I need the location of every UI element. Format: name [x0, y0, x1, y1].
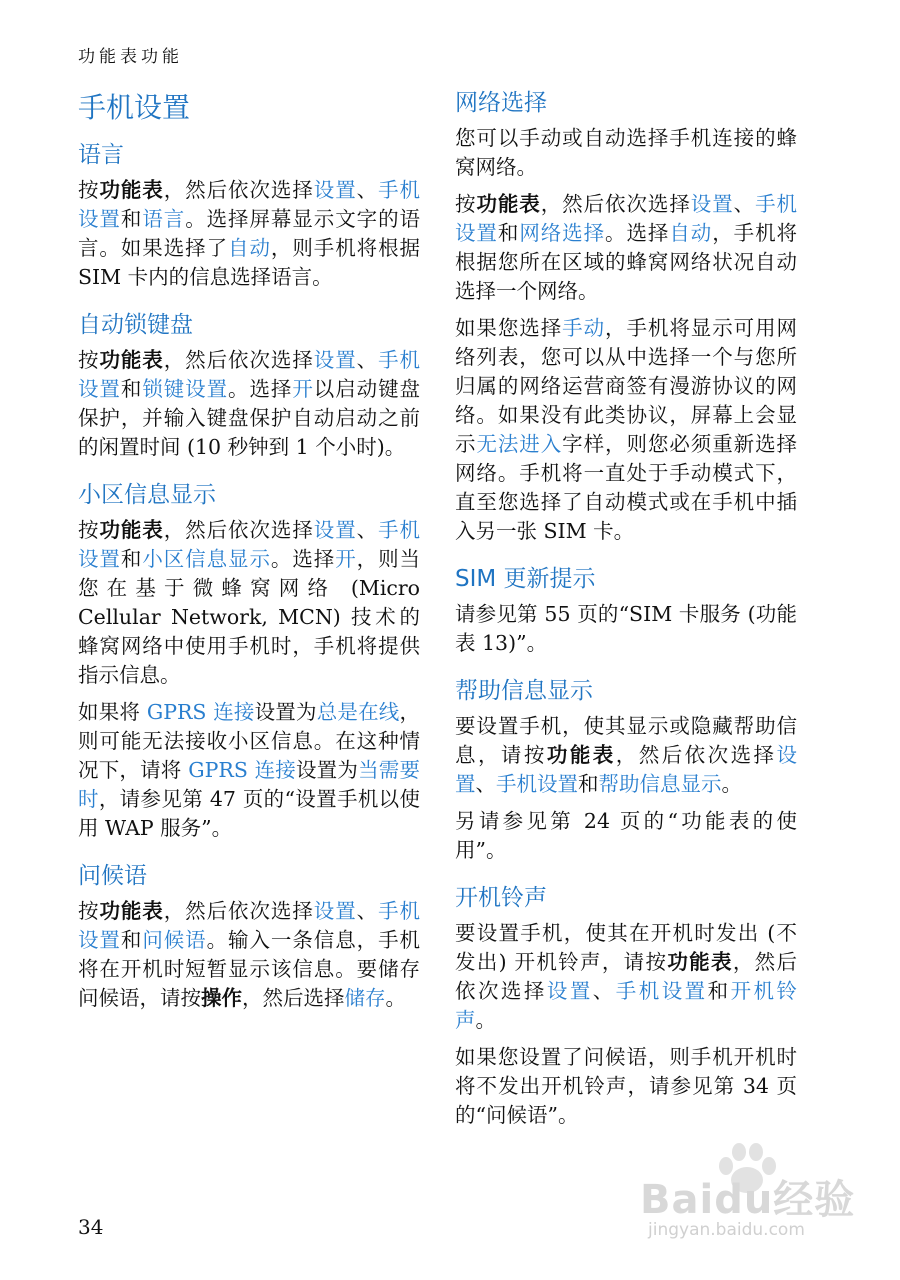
text-run: 。 — [385, 986, 406, 1010]
text-run: ，则手机将根据 SIM 卡内的信息选择语言。 — [78, 236, 421, 289]
text-run: 。选择 — [228, 377, 293, 401]
language-paragraph — [78, 176, 420, 292]
network-paragraph-1 — [455, 124, 797, 182]
text-run: 和 — [120, 207, 143, 231]
text-run: 、 — [356, 178, 379, 202]
menu-term: 设置 — [546, 979, 593, 1003]
section-title-help-text: 帮助信息显示 — [455, 678, 593, 704]
text-run: 按 — [78, 518, 100, 542]
text-run: ，然后依次选择 — [163, 178, 314, 202]
text-run: 。选择 — [605, 221, 670, 245]
menu-term: 锁键设置 — [142, 377, 229, 401]
text-run: 和 — [497, 221, 520, 245]
text-run: 字样，则您必须重新选择网络。手机将一直处于手动模式下，直至您选择了自动模式或在手机中插入另一张 SIM 卡。 — [455, 432, 798, 543]
menu-term: 语言 — [142, 207, 186, 231]
section-title-greeting: 问候语 — [78, 863, 147, 889]
startup-tone-paragraph-1 — [455, 919, 797, 1035]
text-run: 您可以手动或自动选择手机连接的蜂窝网络。 — [455, 126, 797, 179]
menu-term: 小区信息显示 — [142, 547, 271, 571]
section-title-network: 网络选择 — [455, 90, 547, 116]
watermark-logo-text: Baidu经验 — [640, 1177, 856, 1223]
help-text-paragraph-1 — [455, 712, 797, 799]
running-header: 功能表功能 — [78, 47, 183, 67]
menu-term: 设置 — [313, 348, 357, 372]
menu-term: 手机设置 — [455, 192, 798, 245]
key-term: 功能表 — [546, 743, 616, 767]
cell-info-paragraph-2 — [78, 698, 420, 843]
menu-term: 开机铃声 — [455, 979, 798, 1032]
text-run: ，然后依次选择 — [163, 899, 314, 923]
text-run: 和 — [707, 979, 731, 1003]
menu-term: 网络选择 — [519, 221, 606, 245]
text-run: 如果将 — [78, 700, 147, 724]
text-run: 要设置手机，使其在开机时发出 (不发出) 开机铃声，请按 — [455, 921, 797, 974]
text-run: ，则当您在基于微蜂窝网络 (Micro Cellular Network, MCN) 技术的蜂窝网络中使用手机时，手机将提供指示信息。 — [78, 547, 421, 687]
menu-term: GPRS 连接 — [146, 700, 255, 724]
text-run: 按 — [78, 178, 100, 202]
text-run: 和 — [120, 928, 143, 952]
text-run: 。选择屏幕显示文字的语言。如果选择了 — [78, 207, 421, 260]
keyguard-paragraph — [78, 346, 420, 462]
text-run: 。 — [475, 1008, 496, 1032]
menu-term: 储存 — [344, 986, 386, 1010]
text-run: ，然后依次选择 — [163, 518, 314, 542]
section-greeting — [78, 861, 420, 1013]
page-number: 34 — [78, 1215, 104, 1239]
watermark-site: jingyan.baidu.com — [648, 1220, 805, 1240]
sim-update-paragraph — [455, 600, 797, 658]
menu-term: 设置 — [313, 518, 357, 542]
text-run: 、 — [592, 979, 616, 1003]
text-run: ，请参见第 47 页的“设置手机以使用 WAP 服务”。 — [78, 787, 420, 840]
key-term: 功能表 — [99, 518, 164, 542]
network-paragraph-3 — [455, 314, 797, 546]
text-run: 。输入一条信息，手机将在开机时短暂显示该信息。要储存问候语，请按 — [78, 928, 421, 1010]
menu-term: 无法进入 — [476, 432, 563, 456]
network-paragraph-2 — [455, 190, 797, 306]
menu-term: 手机设置 — [78, 899, 421, 952]
page-title: 手机设置 — [78, 91, 191, 124]
greeting-paragraph — [78, 897, 420, 1013]
section-title-sim-update: SIM 更新提示 — [455, 566, 596, 592]
text-run: ，手机将显示可用网络列表，您可以从中选择一个与您所归属的网络运营商签有漫游协议的网络。如果没有此类协议，屏幕上会显示 — [455, 316, 798, 456]
text-run: 设置为 — [295, 758, 359, 782]
text-run: 。选择 — [270, 547, 336, 571]
key-term: 功能表 — [667, 950, 733, 974]
section-title-keyguard: 自动锁键盘 — [78, 312, 193, 338]
menu-term: 设置 — [455, 743, 798, 796]
section-sim-update — [455, 564, 797, 658]
baidu-watermark — [640, 1140, 860, 1240]
section-network — [455, 88, 797, 546]
help-text-paragraph-2 — [455, 807, 797, 865]
menu-term: 手机设置 — [78, 178, 421, 231]
text-run: 另请参见第 24 页的“功能表的使用”。 — [455, 809, 797, 862]
text-run: 和 — [120, 377, 143, 401]
text-run: 按 — [78, 348, 100, 372]
text-run: 设置为 — [254, 700, 317, 724]
menu-term: 手机设置 — [496, 772, 578, 796]
section-language — [78, 140, 420, 292]
menu-term: 设置 — [313, 899, 357, 923]
menu-term: 手动 — [562, 316, 606, 340]
key-term: 功能表 — [99, 178, 164, 202]
key-term: 功能表 — [99, 348, 164, 372]
section-title-startup-tone: 开机铃声 — [455, 885, 547, 911]
text-run: ，然后依次选择 — [540, 192, 691, 216]
text-run: ，则可能无法接收小区信息。在这种情况下，请将 — [78, 700, 421, 782]
menu-term: 设置 — [690, 192, 734, 216]
menu-term: 自动 — [228, 236, 271, 260]
section-title-language: 语言 — [78, 142, 124, 168]
text-run: ，然后依次选择 — [615, 743, 777, 767]
text-run: ，然后选择 — [242, 986, 345, 1010]
menu-term: 问候语 — [142, 928, 207, 952]
text-run: 按 — [455, 192, 477, 216]
text-run: 要设置手机，使其显示或隐藏帮助信息，请按 — [455, 714, 797, 767]
text-run: 、 — [356, 518, 379, 542]
key-term: 操作 — [201, 986, 242, 1010]
left-column — [78, 140, 420, 1031]
text-run: 和 — [120, 547, 143, 571]
section-help-text — [455, 676, 797, 865]
text-run: 如果您设置了问候语，则手机开机时将不发出开机铃声，请参见第 34 页的“问候语”。 — [455, 1045, 797, 1127]
section-keyguard — [78, 310, 420, 462]
text-run: 以启动键盘保护，并输入键盘保护自动启动之前的闲置时间 (10 秒钟到 1 个小时)。 — [78, 377, 421, 459]
text-run: ，手机将根据您所在区域的蜂窝网络状况自动选择一个网络。 — [455, 221, 798, 303]
menu-term: 手机设置 — [78, 518, 421, 571]
section-title-cell-info: 小区信息显示 — [78, 482, 216, 508]
menu-term: GPRS 连接 — [188, 758, 296, 782]
right-column — [455, 88, 797, 1148]
text-run: ，然后依次选择 — [455, 950, 798, 1003]
menu-term: 帮助信息显示 — [598, 772, 722, 796]
text-run: 如果您选择 — [455, 316, 563, 340]
menu-term: 开 — [292, 377, 314, 401]
menu-term: 开 — [335, 547, 357, 571]
menu-term: 当需要时 — [78, 758, 420, 811]
menu-term: 手机设置 — [78, 348, 421, 401]
text-run: ，然后依次选择 — [163, 348, 314, 372]
text-run: 、 — [475, 772, 496, 796]
text-run: 请参见第 55 页的“SIM 卡服务 (功能表 13)”。 — [455, 602, 797, 655]
cell-info-paragraph-1 — [78, 516, 420, 690]
menu-term: 手机设置 — [615, 979, 708, 1003]
key-term: 功能表 — [476, 192, 541, 216]
startup-tone-paragraph-2 — [455, 1043, 797, 1130]
text-run: 按 — [78, 899, 100, 923]
section-cell-info — [78, 480, 420, 843]
text-run: 。 — [721, 772, 742, 796]
menu-term: 设置 — [313, 178, 357, 202]
section-startup-tone — [455, 883, 797, 1130]
menu-term: 总是在线 — [316, 700, 400, 724]
menu-term: 自动 — [669, 221, 713, 245]
key-term: 功能表 — [99, 899, 164, 923]
text-run: 、 — [356, 348, 379, 372]
text-run: 、 — [356, 899, 379, 923]
text-run: 和 — [578, 772, 599, 796]
text-run: 、 — [733, 192, 756, 216]
